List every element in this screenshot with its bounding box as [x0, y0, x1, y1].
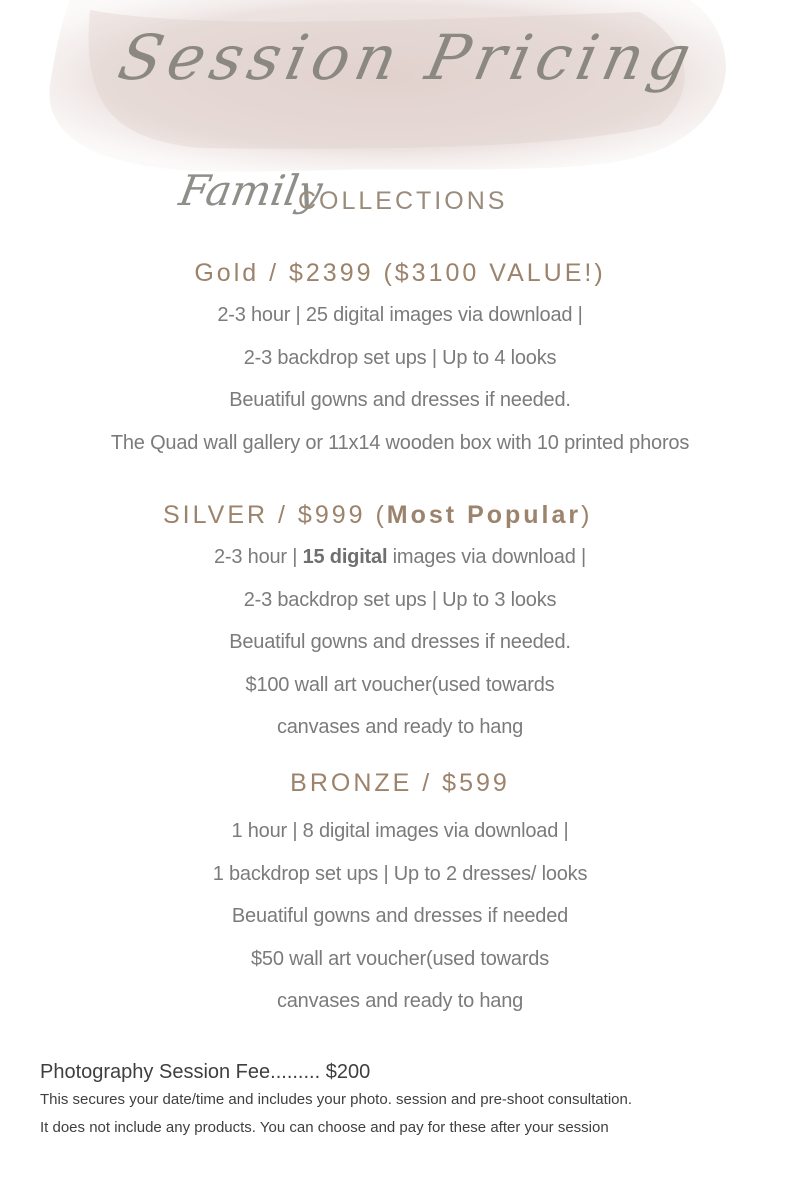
gold-line-3: Beuatiful gowns and dresses if needed.	[229, 389, 571, 411]
gold-line-2: 2-3 backdrop set ups | Up to 4 looks	[243, 346, 557, 369]
silver-line-1-bold: 15 digital	[302, 546, 388, 568]
family-script-word: Family	[175, 166, 327, 215]
gold-line-4: The Quad wall gallery or 11x14 wooden box with 10 printed phoros	[110, 431, 690, 454]
session-fee-line: Photography Session Fee......... $200	[40, 1061, 371, 1083]
bronze-line-4: $50 wall art voucher(used towards	[251, 947, 549, 970]
silver-tier	[0, 500, 800, 749]
silver-line-2: 2-3 backdrop set ups | Up to 3 looks	[243, 588, 557, 611]
silver-line-1-prefix: 2-3 hour |	[214, 546, 303, 568]
silver-line-1-suffix: images via download |	[387, 546, 586, 568]
bronze-tier-title: BRONZE / $599	[290, 769, 510, 797]
silver-title-suffix: )	[581, 501, 593, 529]
session-fee-note-1: This secures your date/time and includes your photo. session and pre-shoot consultation.	[40, 1091, 633, 1108]
silver-line-4: $100 wall art voucher(used towards	[245, 673, 555, 696]
gold-tier-title: Gold / $2399 ($3100 VALUE!)	[194, 259, 606, 287]
bronze-line-3: Beuatiful gowns and dresses if needed	[231, 905, 569, 927]
silver-title-prefix: SILVER / $999 (	[163, 501, 387, 529]
bronze-line-2: 1 backdrop set ups | Up to 2 dresses/ looks	[212, 862, 588, 885]
session-fee-note-2: It does not include any products. You can choose and pay for these after your session	[40, 1119, 609, 1136]
bronze-tier	[0, 768, 800, 1023]
silver-tier-title	[0, 500, 800, 530]
session-pricing-title: Session Pricing	[112, 21, 703, 94]
silver-line-1	[0, 536, 800, 579]
most-popular-label: Most Popular	[386, 501, 582, 529]
silver-line-3: Beuatiful gowns and dresses if needed.	[229, 631, 571, 653]
session-fee-footer	[40, 1058, 780, 1142]
collections-caps-word: COLLECTIONS	[298, 187, 508, 215]
silver-line-5: canvases and ready to hang	[276, 716, 524, 738]
gold-tier	[0, 258, 800, 464]
gold-line-1: 2-3 hour | 25 digital images via download |	[217, 304, 583, 326]
bronze-line-5: canvases and ready to hang	[276, 990, 524, 1012]
bronze-line-1: 1 hour | 8 digital images via download |	[231, 820, 569, 842]
family-collections-heading	[175, 160, 520, 230]
